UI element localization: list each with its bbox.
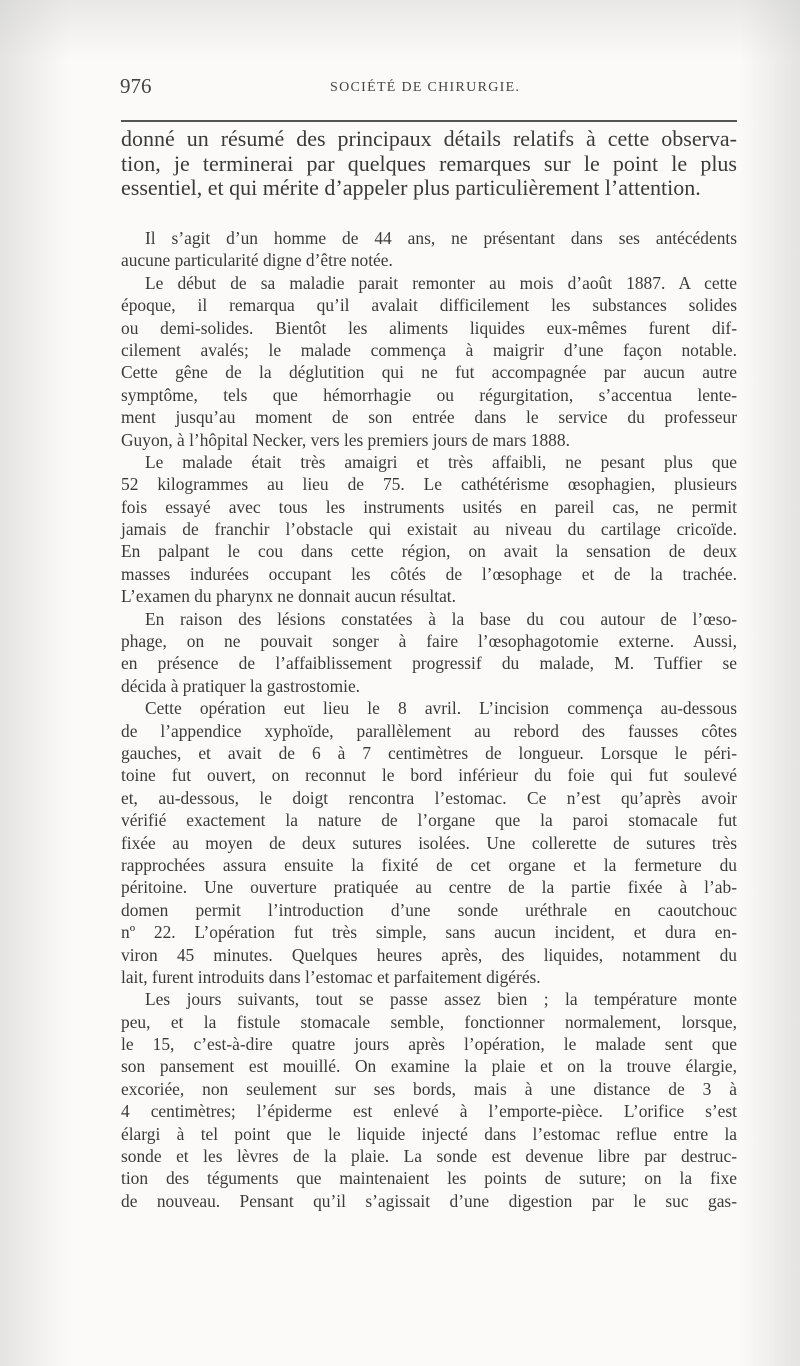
text-line: Cette gêne de la déglutition qui ne fut accompagnée par aucun autre [121,362,737,383]
text-line: aucune particularité digne d’être notée. [121,250,393,271]
text-line: viron 45 minutes. Quelques heures après, des liquides, notamment du [121,944,737,965]
text-line: élargi à tel point que le liquide injecté dans l’estomac reflue entre la [121,1123,737,1144]
text-line: phage, on ne pouvait songer à faire l’œsophagotomie externe. Aussi, [121,631,737,652]
text-line: gauches, et avait de 6 à 7 centimètres de longueur. Lorsque le péri- [121,742,737,763]
body-text [121,227,737,1212]
text-line: toine fut ouvert, on reconnut le bord inférieur du foie qui fut soulevé [121,765,737,786]
text-line: tion, je terminerai par quelques remarques sur le point le plus [121,150,737,176]
paragraph [121,988,737,1212]
text-line: décida à pratiquer la gastrostomie. [121,675,361,696]
text-line: fixée au moyen de deux sutures isolées. Une collerette de sutures très [121,832,737,853]
text-line: de nouveau. Pensant qu’il s’agissait d’une digestion par le suc gas- [121,1190,737,1211]
text-line: masses indurées occupant les côtés de l’œsophage et de la trachée. [121,563,737,584]
text-line: peu, et la fistule stomacale semble, fonctionner normalement, lorsque, [121,1011,737,1032]
text-line: ou demi-solides. Bientôt les aliments liquides eux-mêmes furent dif- [121,317,737,338]
header-rule [121,120,737,122]
text-line: Le malade était très amaigri et très affaibli, ne pesant plus que [145,451,737,472]
text-line: fois essayé avec tous les instruments usités en pareil cas, ne permit [121,496,737,517]
text-line: le 15, c’est-à-dire quatre jours après l’opération, le malade sent que [121,1034,737,1055]
paragraph [121,697,737,988]
text-line: 52 kilogrammes au lieu de 75. Le cathétérisme œsophagien, plusieurs [121,474,737,495]
text-line: jamais de franchir l’obstacle qui existait au niveau du cartilage cricoïde. [121,519,737,540]
text-line: L’examen du pharynx ne donnait aucun résultat. [121,586,456,607]
text-line: essentiel, et qui mérite d’appeler plus particulièrement l’attention. [121,175,701,201]
text-line: Guyon, à l’hôpital Necker, vers les premiers jours de mars 1888. [121,429,570,450]
text-line: et, au-dessous, le doigt rencontra l’estomac. Ce n’est qu’après avoir [121,787,737,808]
text-line: en présence de l’affaiblissement progressif du malade, M. Tuffier se [121,653,737,674]
text-line: En raison des lésions constatées à la base du cou autour de l’œso- [145,608,737,629]
paragraph [121,272,737,451]
text-line: lait, furent introduits dans l’estomac et parfaitement digérés. [121,966,541,987]
text-line: En palpant le cou dans cette région, on avait la sensation de deux [121,541,737,562]
scan-edge-left [0,0,70,1366]
text-line: domen permit l’introduction d’une sonde uréthrale en caoutchouc [121,899,737,920]
running-head: SOCIÉTÉ DE CHIRURGIE. [330,80,521,95]
text-line: sonde et les lèvres de la plaie. La sonde est devenue libre par destruc- [121,1146,737,1167]
paragraph [121,608,737,698]
text-line: son pansement est mouillé. On examine la plaie et on la trouve élargie, [121,1056,737,1077]
text-line: époque, il remarqua qu’il avalait difficilement les substances solides [121,295,737,316]
paragraph [121,227,737,272]
page-number: 976 [120,74,152,98]
text-line: Cette opération eut lieu le 8 avril. L’incision commença au-dessous [145,698,737,719]
text-line: rapprochées assura ensuite la fixité de cet organe et la fermeture du [121,854,737,875]
text-line: symptôme, tels que hémorrhagie ou régurgitation, s’accentua lente- [121,384,737,405]
text-line: tion des téguments que maintenaient les points de suture; on la fixe [121,1168,737,1189]
text-line: péritoine. Une ouverture pratiquée au centre de la partie fixée à l’ab- [121,877,737,898]
text-line: de l’appendice xyphoïde, parallèlement au rebord des fausses côtes [121,720,737,741]
paragraph [121,451,737,608]
text-line: Le début de sa maladie parait remonter au mois d’août 1887. A cette [145,272,737,293]
text-line: cilement avalés; le malade commença à maigrir d’une façon notable. [121,339,737,360]
lead-paragraph [121,127,737,201]
text-line: Il s’agit d’un homme de 44 ans, ne présentant dans ses antécédents [145,228,737,248]
text-line: ment jusqu’au moment de son entrée dans le service du professeur [121,407,737,428]
text-line: excoriée, non seulement sur ses bords, mais à une distance de 3 à [121,1078,737,1099]
text-line: Les jours suivants, tout se passe assez bien ; la température monte [145,989,737,1010]
text-line: donné un résumé des principaux détails relatifs à cette observa- [121,126,737,151]
text-line: nº 22. L’opération fut très simple, sans aucun incident, et dura en- [121,922,737,943]
scan-edge-right [740,0,800,1366]
text-line: vérifié exactement la nature de l’organe que la paroi stomacale fut [121,810,737,831]
text-line: 4 centimètres; l’épiderme est enlevé à l’emporte-pièce. L’orifice s’est [121,1101,737,1122]
scan-edge-top [0,0,800,60]
